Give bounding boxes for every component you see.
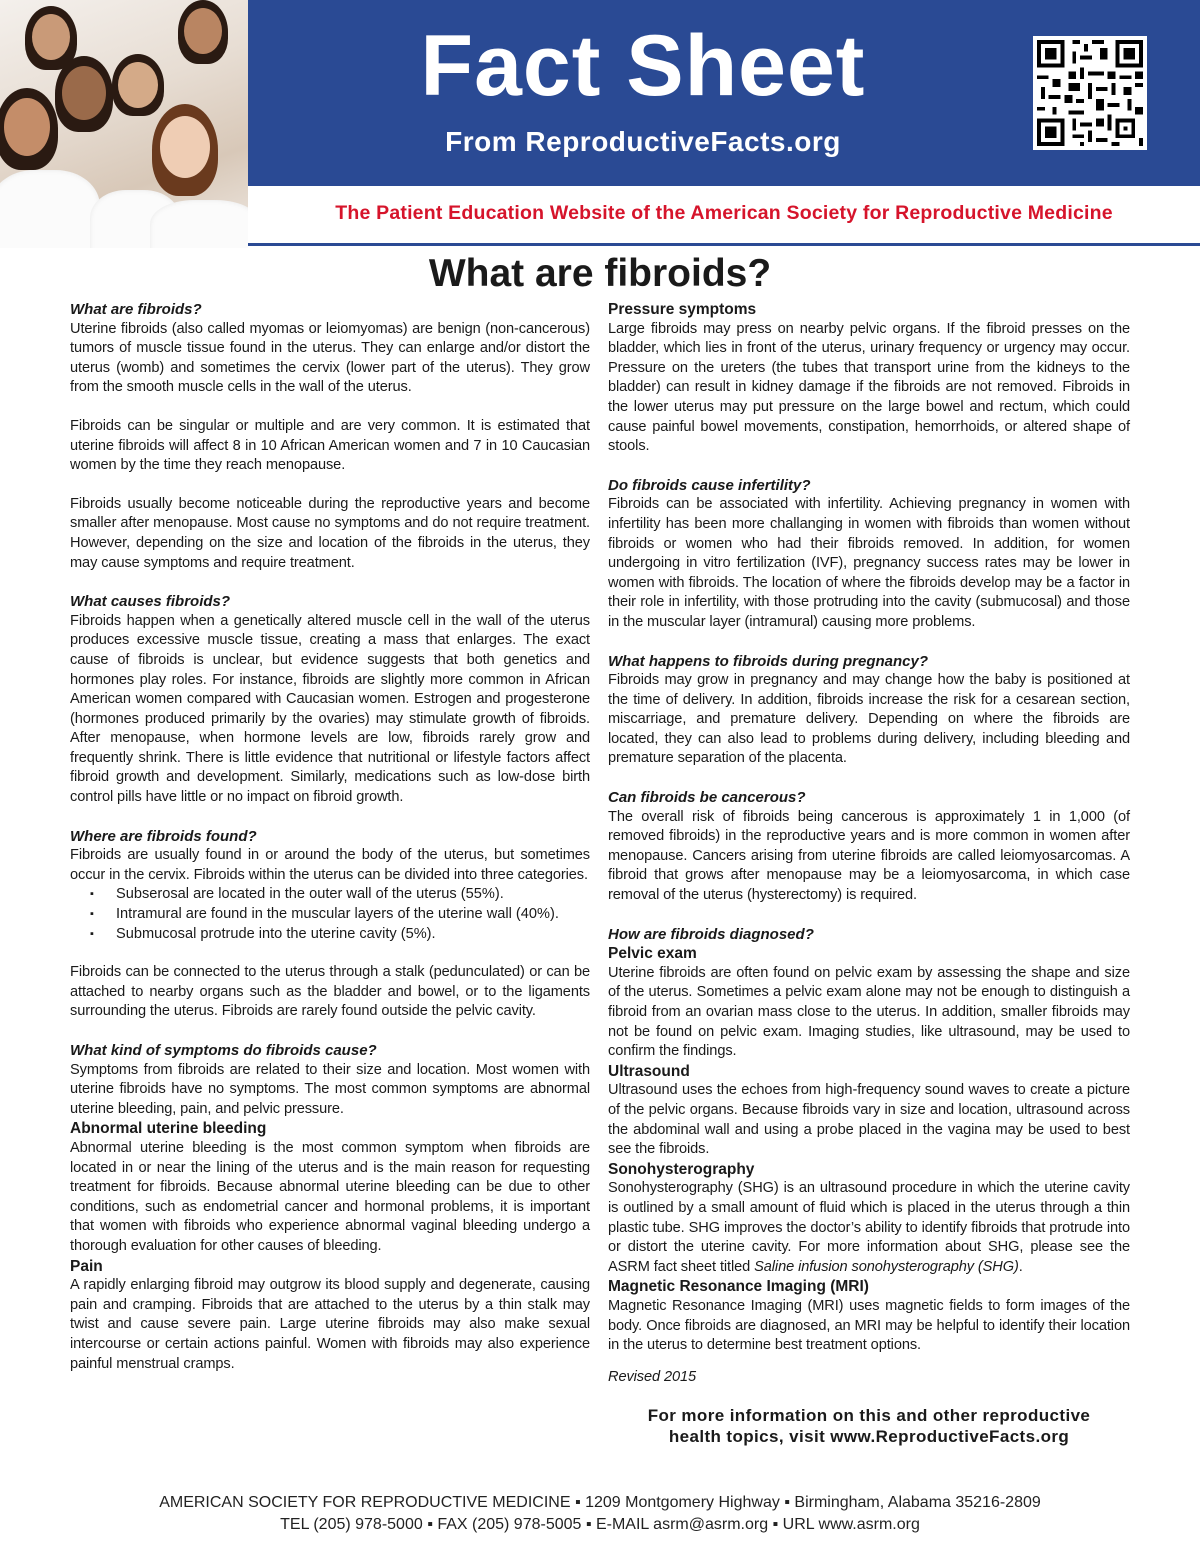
subsection-title-shg: Sonohysterography bbox=[608, 1160, 755, 1178]
more-info-line: For more information on this and other reproductive bbox=[647, 1406, 1091, 1426]
paragraph: Large fibroids may press on nearby pelvic organs. If the fibroid presses on the bladder, which lies in front of the uterus, urinary frequency or urgency may occur. Pressure on the ureters (the tubes that transport urine from the kidneys to the bladder) can result in kidney damage if the fibroids are not removed. Fibroids in the lower uterus may put pressure on the large bowel and rectum, which could cause painful bowel movements, constipation, hemorrhoids, or altered shape of stools. bbox=[608, 320, 1130, 455]
list-item: ▪ Submucosal protrude into the uterine cavity (5%). bbox=[116, 925, 590, 945]
footer-contact: TEL (205) 978-5000 ▪ FAX (205) 978-5005 ▪ E-MAIL asrm@asrm.org ▪ URL www.asrm.org bbox=[280, 1516, 920, 1533]
subsection-title-pressure: Pressure symptoms bbox=[608, 301, 757, 318]
shg-text: Sonohysterography (SHG) is an ultrasound procedure in which the uterine cavity is outlined by a small amount of fluid which is placed in the uterus through a thin plastic tube. SHG improves the doctor’s ability to identify fibroids that protrude into or distort the uterine cavity. For more information about SHG, please see the ASRM fact sheet titled bbox=[608, 1180, 1130, 1275]
banner-subtitle: From ReproductiveFacts.org bbox=[445, 126, 841, 157]
shg-fact-sheet-reference: Saline infusion sonohysterography (SHG) bbox=[754, 1258, 1019, 1275]
paragraph: A rapidly enlarging fibroid may outgrow its blood supply and degenerate, causing pain and cramping. Fibroids that are attached to the uterus by a thin stalk may twist and cause severe pain. Large uterine fibroids may also make sexual intercourse or certain actions painful. Women with fibroids may also experience painful menstrual cramps. bbox=[70, 1277, 590, 1372]
paragraph: Symptoms from fibroids are related to their size and location. Most women with uterine fibroids have no symptoms. The most common symptoms are abnormal uterine bleeding, pain, and pelvic pressure. bbox=[70, 1061, 590, 1117]
list-item: ▪ Subserosal are located in the outer wall of the uterus (55%). bbox=[116, 885, 590, 905]
paragraph: Fibroids may grow in pregnancy and may change how the baby is positioned at the time of delivery. In addition, fibroids increase the risk for a cesarean section, miscarriage, and premature delivery. Depending on where the fibroids are located, they can also lead to problems during delivery, including bleeding and premature separation of the placenta. bbox=[608, 672, 1130, 767]
paragraph: The overall risk of fibroids being cancerous is approximately 1 in 1,000 (of removed fibroids) in the reproductive years and is more common in women after menopause. Cancers arising from uterine fibroids are called leiomyosarcomas. A fibroid that grows after menopause may be a leiomyosarcoma, in which case removal of the uterus (hysterectomy) is required. bbox=[608, 808, 1130, 904]
shg-end: . bbox=[1018, 1258, 1023, 1275]
page-title: What are fibroids? bbox=[428, 252, 772, 295]
paragraph: Fibroids happen when a genetically altered muscle cell in the wall of the uterus produces excessive muscle tissue, creating a mass that enlarges. The exact cause of fibroids is unclear, but evidence suggests that both genetics and hormones play roles. For instance, fibroids are slightly more common in African American women compared with Caucasian women. Estrogen and progesterone (hormones produced primarily by the ovaries) may stimulate growth of fibroids. After menopause, when hormone levels are low, fibroids rarely grow and frequently shrink. There is little evidence that nutritional or lifestyle factors affect fibroid growth and development. Similarly, medications such as low-dose birth control pills have little or no impact on fibroid growth. bbox=[70, 612, 590, 806]
paragraph-shg bbox=[608, 1179, 1130, 1277]
paragraph: Uterine fibroids are often found on pelvic exam by assessing the shape and size of the uterus. Sometimes a pelvic exam alone may not be enough to distinguish a fibroid from an ovarian mass close to the uterus. In addition, smaller fibroids may not be found on pelvic exam. Imaging studies, like ultrasound, may be used to confirm the findings. bbox=[608, 964, 1130, 1060]
section-title-infertility: Do fibroids cause infertility? bbox=[608, 476, 811, 494]
list-item: ▪ Intramural are found in the muscular layers of the uterine wall (40%). bbox=[116, 905, 590, 925]
right-column bbox=[608, 300, 1130, 1447]
section-title-cancer: Can fibroids be cancerous? bbox=[608, 789, 806, 807]
banner-title: Fact Sheet bbox=[420, 18, 866, 114]
qr-code[interactable] bbox=[1033, 36, 1147, 150]
section-title-symptoms: What kind of symptoms do fibroids cause? bbox=[70, 1042, 377, 1059]
left-column bbox=[70, 300, 590, 1374]
tagline: The Patient Education Website of the American Society for Reproductive Medicine bbox=[335, 202, 1113, 224]
paragraph: Fibroids usually become noticeable during the reproductive years and become smaller after menopause. Most cause no symptoms and do not require treatment. However, depending on the size and location of the fibroids in the uterus, they may cause symptoms and require treatment. bbox=[70, 495, 590, 571]
footer bbox=[0, 1492, 1200, 1536]
subsection-title-mri: Magnetic Resonance Imaging (MRI) bbox=[608, 1278, 869, 1296]
more-info-line-link[interactable]: health topics, visit www.ReproductiveFacts.org bbox=[668, 1427, 1070, 1447]
paragraph: Magnetic Resonance Imaging (MRI) uses magnetic fields to form images of the body. Once fibroids are diagnosed, an MRI may be helpful to identify their location in the uterus to determine best treatment options. bbox=[608, 1297, 1130, 1354]
subsection-title-bleeding: Abnormal uterine bleeding bbox=[70, 1120, 267, 1138]
paragraph: Abnormal uterine bleeding is the most common symptom when fibroids are located in or near the lining of the uterus and is the main reason for requesting treatment for fibroids. Because abnormal uterine bleeding can be due to other conditions, such as endometrial cancer and hormonal problems, it is important that women with fibroids who experience abnormal vaginal bleeding undergo a thorough evaluation for other causes of bleeding. bbox=[70, 1139, 590, 1254]
header-divider bbox=[248, 243, 1200, 246]
section-title-what: What are fibroids? bbox=[70, 301, 202, 318]
fibroid-category-list bbox=[70, 885, 590, 944]
section-title-where: Where are fibroids found? bbox=[70, 827, 257, 845]
more-info-callout bbox=[608, 1405, 1130, 1447]
footer-address: AMERICAN SOCIETY FOR REPRODUCTIVE MEDICINE ▪ 1209 Montgomery Highway ▪ Birmingham, Alabama 35216-2809 bbox=[159, 1494, 1041, 1511]
paragraph: Fibroids can be associated with infertility. Achieving pregnancy in women with infertility has been more challanging in women with fibroids than women without fibroids or women who had their fibroids removed. In addition, for women undergoing in vitro fertilization (IVF), pregnancy success rates may be lower in women with fibroids. The location of where the fibroids develop may be a factor in their role in infertility, with those protruding into the cavity (submucosal) and those in the muscular layer (intramural) causing more problems. bbox=[608, 496, 1130, 630]
paragraph: Ultrasound uses the echoes from high-frequency sound waves to create a picture of the pelvic organs. Because fibroids vary in size and location, ultrasound across the abdominal wall and using a probe placed in the vagina may be used to best see the fibroids. bbox=[608, 1082, 1130, 1158]
section-title-diagnosed: How are fibroids diagnosed? bbox=[608, 925, 814, 943]
paragraph: Uterine fibroids (also called myomas or leiomyomas) are benign (non-cancerous) tumors of muscle tissue found in the uterus. They can enlarge and/or distort the uterus (womb) and sometimes the cervix (lower part of the uterus). They grow from the smooth muscle cells in the wall of the uterus. bbox=[70, 320, 590, 396]
section-title-causes: What causes fibroids? bbox=[70, 593, 231, 611]
paragraph: Fibroids can be connected to the uterus through a stalk (pedunculated) or can be attached to nearby organs such as the bladder and bowel, or to the ligaments surrounding the uterus. Fibroids are rarely found outside the pelvic cavity. bbox=[70, 964, 590, 1020]
header-banner bbox=[248, 0, 1200, 186]
revised-date: Revised 2015 bbox=[608, 1368, 697, 1385]
subsection-title-pain: Pain bbox=[70, 1257, 103, 1275]
subsection-title-ultrasound: Ultrasound bbox=[608, 1062, 690, 1080]
subsection-title-pelvic: Pelvic exam bbox=[608, 945, 697, 963]
paragraph: Fibroids are usually found in or around the body of the uterus, but sometimes occur in the cervix. Fibroids within the uterus can be divided into three categories. bbox=[70, 847, 590, 883]
header-photo-women bbox=[0, 0, 248, 248]
paragraph: Fibroids can be singular or multiple and are very common. It is estimated that uterine fibroids will affect 8 in 10 African American women and 7 in 10 Caucasian women by the time they reach menopause. bbox=[70, 417, 590, 474]
section-title-pregnancy: What happens to fibroids during pregnancy? bbox=[608, 652, 929, 670]
